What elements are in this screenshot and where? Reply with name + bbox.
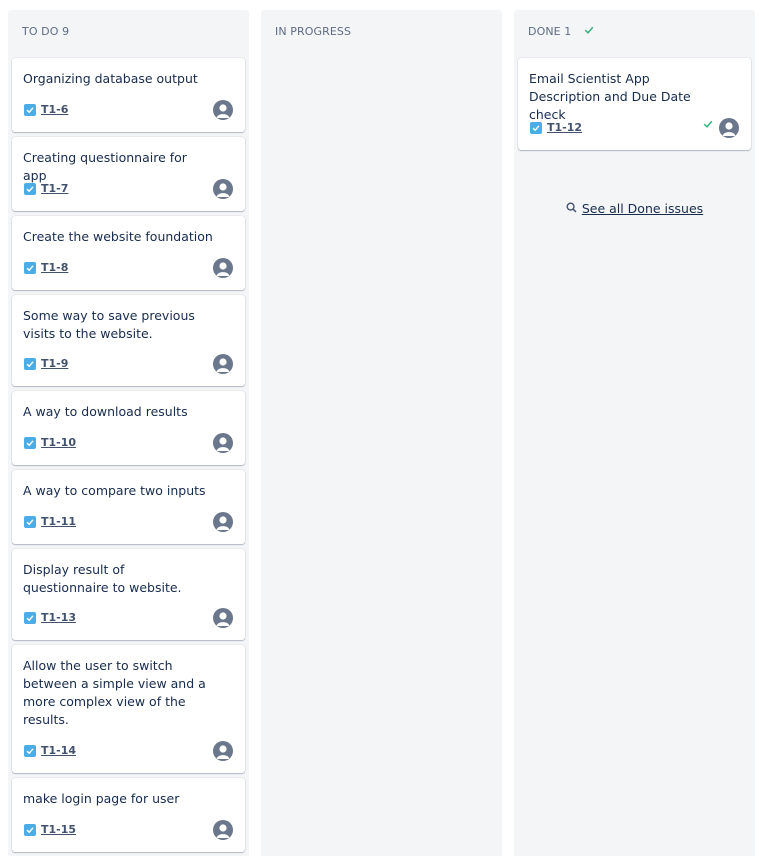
- column-in-progress: [261, 10, 502, 856]
- user-avatar-icon[interactable]: [213, 820, 233, 840]
- issue-card[interactable]: [12, 778, 245, 852]
- issue-summary: Display result of questionnaire to website.: [23, 562, 182, 595]
- checkbox-story-icon: [24, 437, 36, 449]
- user-avatar-icon[interactable]: [213, 512, 233, 532]
- issue-summary: Some way to save previous visits to the website.: [23, 308, 195, 341]
- issue-key-link[interactable]: T1-9: [41, 357, 69, 370]
- check-icon: [703, 114, 713, 133]
- issue-key-link[interactable]: T1-6: [41, 103, 69, 116]
- checkbox-story-icon: [24, 745, 36, 757]
- checkbox-story-icon: [24, 612, 36, 624]
- issue-summary: Email Scientist App Description and Due Date check: [529, 71, 691, 122]
- user-avatar-icon[interactable]: [213, 608, 233, 628]
- see-all-label[interactable]: See all Done issues: [581, 201, 704, 216]
- checkbox-story-icon: [24, 104, 36, 116]
- user-avatar-icon[interactable]: [213, 741, 233, 761]
- issue-summary: Creating questionnaire for app: [23, 150, 187, 183]
- column-title: IN PROGRESS: [275, 25, 352, 38]
- issue-summary: Create the website foundation: [23, 229, 213, 244]
- check-icon: [584, 25, 594, 38]
- issue-key-link[interactable]: T1-11: [41, 515, 77, 528]
- column-title: DONE 1: [528, 25, 572, 38]
- issue-summary: A way to download results: [23, 404, 188, 419]
- issue-key-link[interactable]: T1-8: [41, 261, 69, 274]
- issue-key-link[interactable]: T1-15: [41, 823, 77, 836]
- column-header-done: [528, 25, 594, 38]
- checkbox-story-icon: [24, 516, 36, 528]
- user-avatar-icon[interactable]: [213, 258, 233, 278]
- checkbox-story-icon: [24, 358, 36, 370]
- see-all-done-issues-link[interactable]: [514, 201, 755, 216]
- issue-summary: Allow the user to switch between a simple view and a more complex view of the results.: [23, 658, 206, 727]
- issue-key-link[interactable]: T1-7: [41, 182, 69, 195]
- issue-summary: Organizing database output: [23, 71, 198, 86]
- search-icon: [566, 201, 577, 216]
- checkbox-story-icon: [530, 122, 542, 134]
- column-header-todo: [22, 25, 69, 38]
- issue-card[interactable]: [12, 645, 245, 773]
- issue-card[interactable]: [12, 391, 245, 465]
- issue-summary: make login page for user: [23, 791, 180, 806]
- issue-card[interactable]: [12, 58, 245, 132]
- issue-summary: A way to compare two inputs: [23, 483, 206, 498]
- user-avatar-icon[interactable]: [213, 100, 233, 120]
- checkbox-story-icon: [24, 183, 36, 195]
- user-avatar-icon[interactable]: [213, 354, 233, 374]
- issue-key-link[interactable]: T1-14: [41, 744, 77, 757]
- issue-card[interactable]: [12, 470, 245, 544]
- column-header-in-progress: [275, 25, 351, 38]
- user-avatar-icon[interactable]: [719, 118, 739, 138]
- checkbox-story-icon: [24, 262, 36, 274]
- issue-card[interactable]: [12, 295, 245, 386]
- checkbox-story-icon: [24, 824, 36, 836]
- column-todo: [8, 10, 249, 856]
- user-avatar-icon[interactable]: [213, 179, 233, 199]
- issue-key-link[interactable]: T1-13: [41, 611, 77, 624]
- issue-card[interactable]: [518, 58, 751, 150]
- column-done: [514, 10, 755, 856]
- column-title: TO DO 9: [22, 25, 70, 38]
- issue-card[interactable]: [12, 216, 245, 290]
- issue-card[interactable]: [12, 549, 245, 640]
- issue-key-link[interactable]: T1-10: [41, 436, 77, 449]
- user-avatar-icon[interactable]: [213, 433, 233, 453]
- issue-card[interactable]: [12, 137, 245, 211]
- issue-key-link[interactable]: T1-12: [547, 121, 583, 134]
